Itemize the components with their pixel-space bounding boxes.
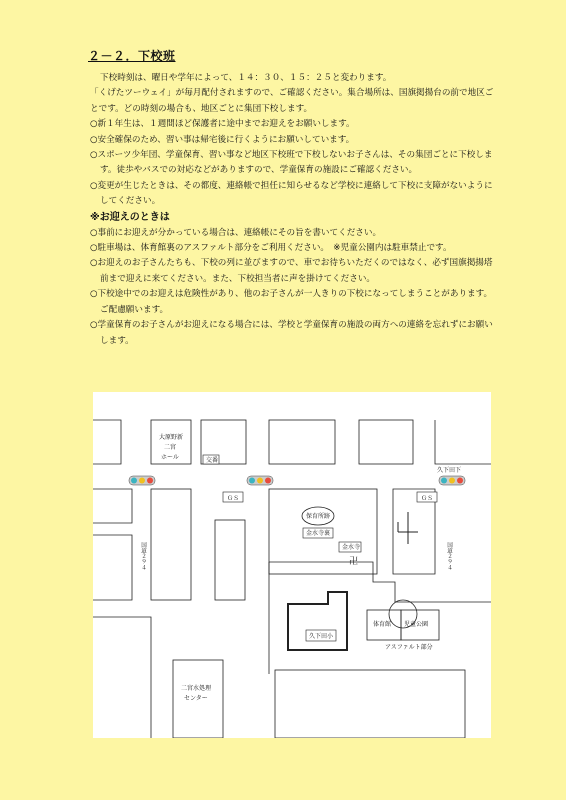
traffic-light-left — [129, 476, 155, 485]
block-mid-left — [93, 489, 132, 523]
traffic-light-center — [247, 476, 273, 485]
asphalt-label: アスファルト部分 — [385, 644, 433, 651]
traffic-light-right — [439, 476, 465, 485]
map-svg — [93, 392, 491, 738]
route-left-label: 国道２９４ — [140, 542, 146, 570]
school-label: 久下田小 — [309, 633, 334, 640]
paragraph-midway: ○下校途中でのお迎えは危険性があり、他のお子さんが一人きりの下校になってしまうことがあります。ご配慮願います。 — [90, 289, 493, 315]
koban-label: 交番 — [206, 457, 219, 464]
paragraph-first-grade: ○新１年生は、１週間ほど保護者に途中までお迎えをお願いします。 — [90, 119, 355, 130]
block-mid-col — [215, 520, 245, 600]
hall-label-1: 大原野新 — [159, 434, 184, 441]
section-title: ２－２．下校班 — [88, 49, 176, 63]
temple-icon: 卍 — [349, 557, 359, 567]
block-school-outer — [269, 562, 491, 602]
block-mid-left-col — [151, 489, 191, 600]
paragraph-changes: ○変更が生じたときは、その都度、連絡帳で担任に知らせるなど学校に連絡して下校に支障がないようにしてください。 — [90, 180, 493, 207]
paragraph-safety: ○安全確保のため、習い事は帰宅後に行くようにお願いしています。 — [90, 134, 355, 145]
paragraph-afterschool: ○学童保育のお子さんがお迎えになる場合には、学校と学童保育の施設の両方への連絡を忘れずにお願いします。 — [90, 320, 493, 346]
hall-label-3: ホール — [161, 454, 179, 461]
paragraph-parking: ○駐車場は、体育館裏のアスファルト部分をご利用ください。 ※児童公園内は駐車禁止です。 — [90, 243, 452, 254]
park-label: 児童公園 — [404, 621, 429, 628]
paragraph-flagpole: ○お迎えのお子さんたちも、下校の列に並びますので、車でお待ちいただくのではなく、必ず国旗掲揚塔前まで迎えに来てください。また、下校担当者に声を掛けてください。 — [90, 258, 493, 284]
block-lower-left — [93, 617, 151, 738]
map-blocks — [93, 420, 491, 738]
hoikujo-label: 保育所跡 — [306, 513, 331, 520]
paragraph-schedule: 下校時刻は、曜日や学年によって、１４：３０、１５：２５と変わります。 — [100, 73, 392, 83]
block-left-lower — [93, 535, 132, 600]
gs-left-label: ＧＳ — [227, 495, 240, 502]
kugetashita-label: 久下田下 — [437, 467, 462, 474]
route-right-label: 国道２９４ — [446, 542, 452, 570]
block-top-center — [269, 420, 335, 464]
block-top-right-b — [435, 420, 491, 464]
paragraph-pickup-note: ○事前にお迎えが分かっている場合は、連絡帳にその旨を書いてください。 — [90, 227, 382, 238]
gym-label: 体育館 — [373, 621, 392, 628]
paragraph-clubs: ○スポーツ少年団、学童保育、習い事など地区下校班で下校しないお子さんは、その集団ごとに下校します。徒歩やバスでの対応などがありますので、学童保育の施設にご確認ください。 — [90, 150, 493, 176]
gs-right-label: ＧＳ — [421, 495, 434, 502]
block-bottom-right — [275, 670, 465, 738]
hall-label-2: 二宮 — [164, 444, 177, 451]
block-top-right-a — [359, 420, 413, 464]
water-center-label-1: 二宮水処理 — [181, 685, 212, 692]
kongoji-label: 金水寺 — [342, 544, 361, 551]
area-map — [93, 392, 491, 738]
paragraph-newsletter: 「くげたツーウェイ」が毎月配付されますので、ご確認ください。集合場所は、国旗掲揚台の前で地区ごとです。どの時刻の場合も、地区ごとに集団下校します。 — [90, 88, 494, 114]
block-top-far-left — [93, 420, 121, 464]
body-text — [90, 71, 500, 349]
water-center-label-2: センター — [184, 695, 208, 702]
pickup-subheading: ※お迎えのときは — [90, 211, 170, 223]
kongoji-sanso-label: 金水寺裏 — [306, 530, 331, 537]
north-arrow-icon — [398, 512, 418, 544]
